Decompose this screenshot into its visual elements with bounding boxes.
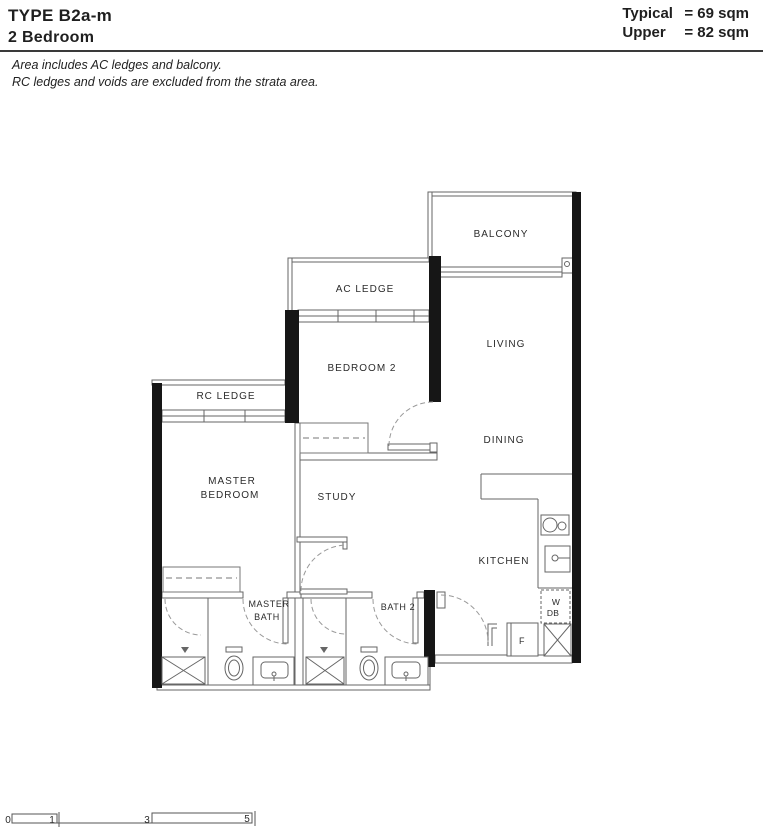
shower-head-icon xyxy=(181,647,189,653)
unit-type-title: TYPE B2a-m xyxy=(8,6,113,25)
shower-head-icon xyxy=(320,647,328,653)
rc-ledge-top-wall xyxy=(152,380,285,385)
fixtures xyxy=(162,262,571,686)
area-upper-label: Upper xyxy=(622,24,666,41)
label-kitchen: KITCHEN xyxy=(478,556,530,567)
note-line-2: RC ledges and voids are excluded from the strata area. xyxy=(12,75,319,89)
right-exterior-wall xyxy=(572,192,581,663)
scale-label-5: 5 xyxy=(244,814,250,825)
scale-bar xyxy=(5,811,255,827)
bath2-shower-door-swing xyxy=(311,599,346,634)
unit-bedroom-subtitle: 2 Bedroom xyxy=(8,29,95,46)
label-master-bedroom-2: BEDROOM xyxy=(200,490,260,501)
master-vanity-sink xyxy=(253,657,294,685)
master-shower xyxy=(162,647,205,684)
study-corner-wall-h xyxy=(297,537,347,542)
left-exterior-wall xyxy=(152,383,162,688)
bath2-toilet xyxy=(360,647,378,680)
kitchen-sink xyxy=(545,546,570,572)
label-master-bath-2: BATH xyxy=(254,612,280,622)
master-bedroom-dresser xyxy=(163,567,240,592)
area-typical-value: = 69 sqm xyxy=(684,5,749,22)
label-bath2: BATH 2 xyxy=(380,602,416,612)
ac-ledge-top-wall xyxy=(288,258,429,262)
master-toilet xyxy=(225,647,243,680)
scale-label-0: 0 xyxy=(5,815,11,826)
bath2-vanity-sink xyxy=(385,657,428,685)
label-dining: DINING xyxy=(483,435,525,446)
label-ac-ledge: AC LEDGE xyxy=(335,284,395,295)
entry-threshold xyxy=(488,624,497,646)
slider-lock-detail xyxy=(565,262,570,267)
entry-door-frame xyxy=(437,592,445,608)
bedroom2-living-wall xyxy=(429,256,441,402)
entry-door-swing xyxy=(441,595,488,642)
corridor-wall-d xyxy=(417,592,424,598)
bath2-right-wall xyxy=(424,590,435,667)
scale-label-3: 3 xyxy=(144,815,150,826)
label-db: DB xyxy=(546,608,560,618)
room-labels xyxy=(196,229,560,646)
bedroom2-door-leaf xyxy=(388,444,433,450)
label-living: LIVING xyxy=(486,339,526,350)
balcony-top-wall xyxy=(428,192,576,196)
ac-ledge-left-wall xyxy=(288,258,292,311)
bath-divider-wall xyxy=(295,598,303,685)
label-rc-ledge: RC LEDGE xyxy=(196,391,256,402)
bedroom2-wardrobe xyxy=(300,423,368,453)
label-washer: W xyxy=(551,597,561,607)
baths-bottom-wall xyxy=(157,685,430,690)
label-master-bath-1: MASTER xyxy=(248,599,290,609)
label-study: STUDY xyxy=(317,492,357,503)
bedroom2-door-endcap xyxy=(430,443,437,452)
label-fridge: F xyxy=(518,636,526,646)
scale-label-1: 1 xyxy=(49,815,55,826)
note-line-1: Area includes AC ledges and balcony. xyxy=(12,58,222,72)
label-balcony: BALCONY xyxy=(473,229,529,240)
bedroom2-south-wall xyxy=(299,453,437,460)
bath2-shower xyxy=(306,647,344,684)
kitchen-hob xyxy=(541,515,569,535)
bedroom2-left-wall xyxy=(285,310,299,423)
bedroom2-door-swing xyxy=(389,402,433,446)
corridor-wall-a xyxy=(162,592,243,598)
label-bedroom2: BEDROOM 2 xyxy=(327,363,397,374)
study-door-leaf xyxy=(300,589,347,594)
area-typical-label: Typical xyxy=(622,5,673,22)
balcony-left-wall xyxy=(428,192,432,260)
master-shower-door-swing xyxy=(165,599,201,635)
area-upper-value: = 82 sqm xyxy=(684,24,749,41)
study-door-swing xyxy=(301,545,347,591)
corridor-wall-b xyxy=(287,592,301,598)
services-shaft xyxy=(544,624,571,656)
label-master-bedroom-1: MASTER xyxy=(208,476,256,487)
master-study-wall xyxy=(295,423,300,593)
